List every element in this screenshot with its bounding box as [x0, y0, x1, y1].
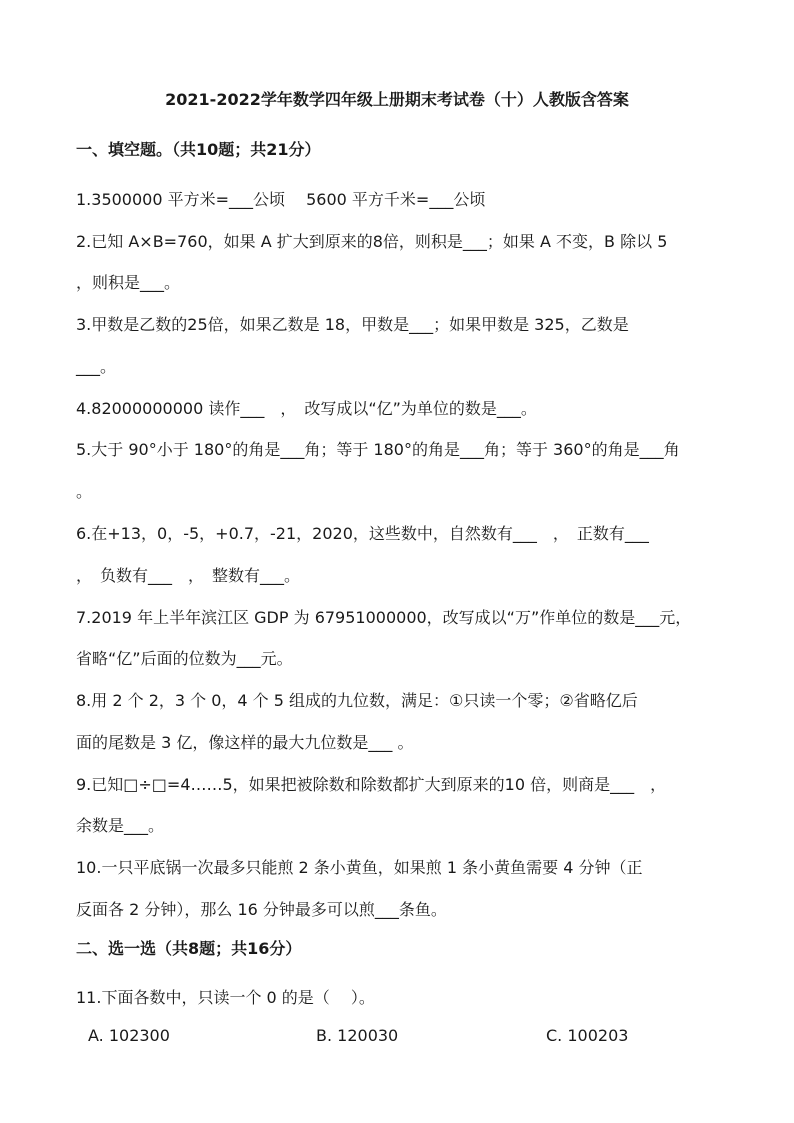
question-line: 6.在+13，0，-5，+0.7，-21，2020，这些数中，自然数有___ ， 正数有___	[76, 524, 649, 543]
question-line: 2.已知 A×B=760，如果 A 扩大到原来的8倍，则积是___；如果 A 不变，B 除以 5	[76, 232, 668, 251]
section-heading-multiple-choice: 二、选一选（共8题；共16分）	[76, 939, 302, 958]
question-line: 4.82000000000 读作___ ， 改写成以“亿”为单位的数是___。	[76, 399, 537, 418]
question-line: ， 负数有___ ， 整数有___。	[76, 566, 301, 585]
question-line: ，则积是___。	[76, 273, 181, 292]
question-line: 面的尾数是 3 亿，像这样的最大九位数是___ 。	[76, 733, 414, 752]
question-line: 8.用 2 个 2，3 个 0，4 个 5 组成的九位数，满足：①只读一个零；②省略亿后	[76, 691, 638, 710]
question-line: 1.3500000 平方米=___公顷 5600 平方千米=___公顷	[76, 190, 486, 209]
option-a: A. 102300	[88, 1026, 170, 1045]
question-line: 反面各 2 分钟），那么 16 分钟最多可以煎___条鱼。	[76, 900, 447, 919]
page-title: 2021-2022学年数学四年级上册期末考试卷（十）人教版含答案	[165, 90, 629, 109]
question-line: 9.已知□÷□=4……5，如果把被除数和除数都扩大到原来的10 倍，则商是___ ，	[76, 775, 667, 794]
question-line: 11.下面各数中，只读一个 0 的是（ ）。	[76, 988, 375, 1007]
question-line: 7.2019 年上半年滨江区 GDP 为 67951000000，改写成以“万”作单位的数是___元，	[76, 608, 692, 627]
option-b: B. 120030	[316, 1026, 399, 1045]
question-line: 余数是___。	[76, 816, 165, 835]
question-line: 10.一只平底锅一次最多只能煎 2 条小黄鱼，如果煎 1 条小黄鱼需要 4 分钟（正	[76, 858, 643, 877]
section-heading-fill-blank: 一、填空题。（共10题；共21分）	[76, 140, 321, 159]
question-line: ___。	[76, 357, 117, 376]
question-line: 3.甲数是乙数的25倍，如果乙数是 18，甲数是___；如果甲数是 325，乙数是	[76, 315, 629, 334]
question-line: 省略“亿”后面的位数为___元。	[76, 649, 293, 668]
option-c: C. 100203	[546, 1026, 629, 1045]
question-line: 。	[76, 482, 93, 501]
question-line: 5.大于 90°小于 180°的角是___角；等于 180°的角是___角；等于 360°的角是___角	[76, 440, 680, 459]
